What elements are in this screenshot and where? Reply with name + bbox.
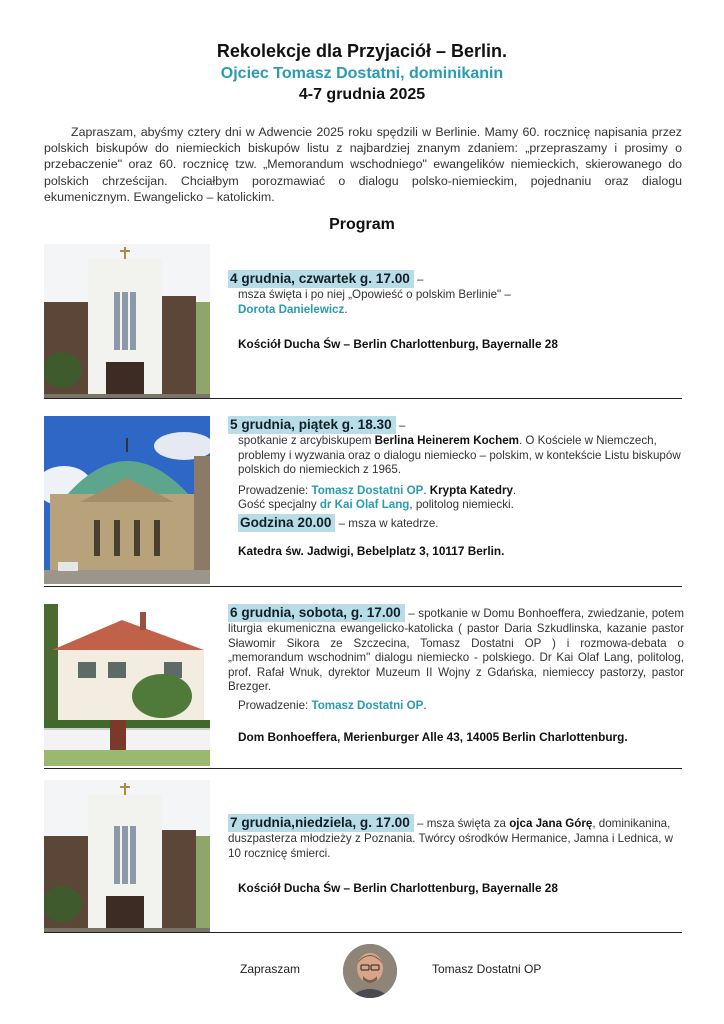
host-name: Tomasz Dostatni OP — [311, 698, 424, 712]
program-heading: Program — [329, 216, 395, 233]
honoree-name: ojca Jana Górę — [509, 817, 593, 830]
page-title: Rekolekcje dla Przyjaciół – Berlin. — [216, 41, 508, 61]
time-badge: Godzina 20.00 — [238, 514, 335, 532]
event-date-badge: 7 grudnia,niedziela, g. 17.00 — [228, 814, 414, 832]
event-4-december: 4 grudnia, czwartek g. 17.00 – msza święta i po niej „Opowieść o polskim Berlinie" – Dorota Danielewicz. Kościół Ducha Św – Berlin Charlottenburg, Bayernalle 28 — [238, 270, 684, 352]
event-location: Kościół Ducha Św – Berlin Charlottenburg, Bayernalle 28 — [238, 881, 558, 896]
event-date-badge: 5 grudnia, piątek g. 18.30 — [228, 416, 396, 434]
venue-crypt: Krypta Katedry — [429, 483, 513, 497]
church-photo — [44, 780, 210, 932]
speaker-name: Dorota Danielewicz — [238, 302, 345, 316]
header — [0, 40, 724, 105]
event-6-december: 6 grudnia, sobota, g. 17.00 – spotkanie w Domu Bonhoeffera, zwiedzanie, potem liturgia ekumeniczna ewangelicko-katolicka ( pastor Daria Szkudlinska, kazanie pastor Sławomir Sikora ze Szczecina, Tomasz Dostatni OP ) i rozmowa-debata o „memorandum wschodnim" dialogu niemiecko - polskiego. Dr Kai Olaf Lang, politolog, prof. Rafał Wnuk, dyrektor Muzeum II Wojny z Gdańska, niemieccy pastorzy, pastor Brezger. Prowadzenie: Tomasz Dostatni OP. Dom Bonhoeffera, Merienburger Alle 43, 14005 Berlin Charlottenburg. — [228, 605, 684, 744]
intro-paragraph: Zapraszam, abyśmy cztery dni w Adwencie 2025 roku spędzili w Berlinie. Mamy 60. rocznicę napisania przez polskich biskupów do niemieckich biskupów listu z najbardziej znanym zdaniem: „przepraszamy i prosimy o przebaczenie" oraz 60. rocznicę tzw. „Memorandum wschodniego" ewangelików niemieckich, skierowanego do polskich chrześcijan. Chciałbym porozmawiać o dialogu polsko-niemieckim, pojednaniu oraz dialogu ekumenicznym. Ewangelicko – katolickim. — [44, 125, 682, 204]
event-location: Kościół Ducha Św – Berlin Charlottenburg, Bayernalle 28 — [238, 337, 558, 352]
event-7-december: 7 grudnia,niedziela, g. 17.00 – msza święta za ojca Jana Górę, dominikanina, duszpasterza młodzieży z Poznania. Twórcy ośrodków Hermanice, Jamna i Lednica, w 10 rocznicę śmierci. Kościół Ducha Św – Berlin Charlottenburg, Bayernalle 28 — [238, 814, 684, 896]
event-date-badge: 6 grudnia, sobota, g. 17.00 — [228, 604, 405, 622]
footer-invitation: Zapraszam — [240, 962, 301, 976]
guest-name: Berlina Heinerem Kochem — [374, 434, 519, 447]
page-subtitle: Ojciec Tomasz Dostatni, dominikanin — [220, 65, 504, 82]
church-photo — [44, 244, 210, 398]
avatar — [343, 944, 397, 998]
divider — [44, 932, 682, 933]
event-dates: 4-7 grudnia 2025 — [298, 86, 426, 103]
event-5-december: 5 grudnia, piątek g. 18.30 – spotkanie z arcybiskupem Berlina Heinerem Kochem. O Kościele w Niemczech, problemy i wyzwania oraz o dialogu niemiecko – polskim, w kontekście Listu biskupów polskich do niemieckich z 1965. Prowadzenie: Tomasz Dostatni OP. Krypta Katedry. Gość specjalny dr Kai Olaf Lang, politolog niemiecki. Godzina 20.00 – msza w katedrze. Katedra św. Jadwigi, Bebelplatz 3, 10117 Berlin. — [238, 416, 684, 559]
footer-signature: Tomasz Dostatni OP — [432, 962, 542, 976]
bonhoeffer-house-photo — [44, 604, 210, 766]
event-location: Dom Bonhoeffera, Merienburger Alle 43, 14005 Berlin Charlottenburg. — [238, 729, 628, 744]
host-name: Tomasz Dostatni OP — [311, 483, 424, 497]
divider — [44, 398, 682, 399]
divider — [44, 586, 682, 587]
special-guest-name: dr Kai Olaf Lang — [319, 498, 410, 512]
divider — [44, 768, 682, 769]
cathedral-photo — [44, 416, 210, 584]
event-location: Katedra św. Jadwigi, Bebelplatz 3, 10117 Berlin. — [238, 543, 505, 558]
event-date-badge: 4 grudnia, czwartek g. 17.00 — [228, 270, 414, 288]
